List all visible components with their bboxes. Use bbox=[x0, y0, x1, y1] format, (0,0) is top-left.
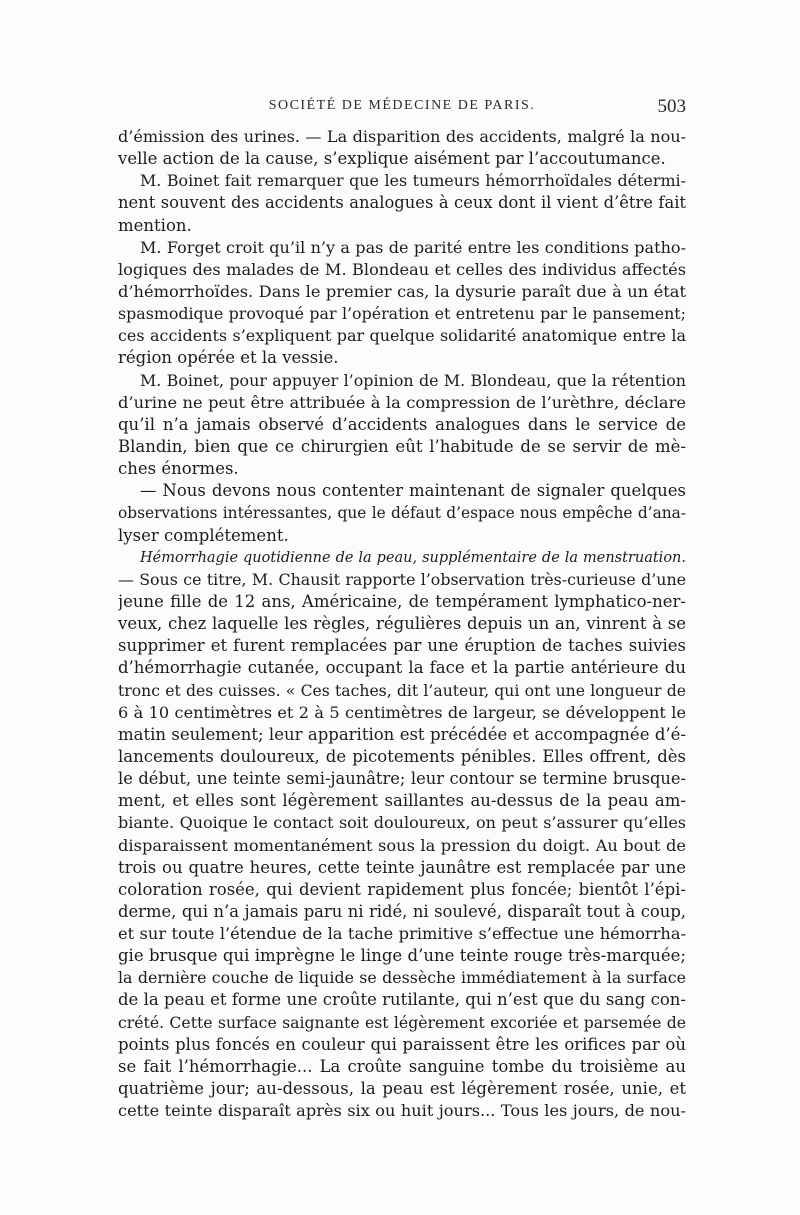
text-line: gie brusque qui imprègne le linge d’une teinte rouge très-marquée; bbox=[118, 946, 686, 966]
text-line: coloration rosée, qui devient rapidement plus foncée; bientôt l’épi- bbox=[118, 879, 686, 899]
text-line: de la peau et forme une croûte rutilante, qui n’est que du sang con- bbox=[118, 990, 686, 1010]
text-line: spasmodique provoqué par l’opération et entretenu par le pansement; bbox=[118, 304, 686, 324]
text-line: quatrième jour; au-dessous, la peau est légèrement rosée, unie, et bbox=[118, 1079, 686, 1099]
text-line: et sur toute l’étendue de la tache primitive s’effectue une hémorrha- bbox=[118, 924, 686, 944]
text-line: — Sous ce titre, M. Chausit rapporte l’observation très-curieuse d’une bbox=[118, 569, 686, 589]
text-line: la dernière couche de liquide se dessèche immédiatement à la surface bbox=[118, 968, 686, 988]
running-title: SOCIÉTÉ DE MÉDECINE DE PARIS. bbox=[268, 98, 536, 113]
text-line: biante. Quoique le contact soit douloureux, on peut s’assurer qu’elles bbox=[118, 813, 686, 833]
text-line: région opérée et la vessie. bbox=[118, 348, 339, 368]
text-line: lancements douloureux, de picotements pénibles. Elles offrent, dès bbox=[118, 746, 686, 766]
text-line: 6 à 10 centimètres et 2 à 5 centimètres de largeur, se développent le bbox=[118, 702, 686, 722]
text-line: qu’il n’a jamais observé d’accidents analogues dans le service de bbox=[118, 414, 686, 434]
section-heading: Hémorrhagie quotidienne de la peau, supplémentaire de la menstruation. bbox=[140, 549, 686, 566]
text-line: mention. bbox=[118, 215, 192, 235]
text-line: derme, qui n’a jamais paru ni ridé, ni soulevé, disparaît tout à coup, bbox=[118, 901, 686, 921]
text-line: velle action de la cause, s’explique aisément par l’accoutumance. bbox=[118, 149, 666, 169]
text-line: jeune fille de 12 ans, Américaine, de tempérament lymphatico-ner- bbox=[118, 591, 686, 611]
text-line: matin seulement; leur apparition est précédée et accompagnée d’é- bbox=[118, 724, 686, 744]
text-line: ches énormes. bbox=[118, 459, 239, 479]
text-line: observations intéressantes, que le défaut d’espace nous empêche d’ana- bbox=[118, 504, 686, 523]
text-line: d’émission des urines. — La disparition des accidents, malgré la nou- bbox=[118, 127, 686, 146]
text-line: se fait l’hémorrhagie... La croûte sanguine tombe du troisième au bbox=[118, 1056, 686, 1076]
text-line: supprimer et furent remplacées par une éruption de taches suivies bbox=[118, 636, 686, 656]
text-line: points plus foncés en couleur qui paraissent être les orifices par où bbox=[118, 1034, 686, 1054]
text-line: veux, chez laquelle les règles, régulières depuis un an, vinrent à se bbox=[118, 614, 686, 634]
text-line: ment, et elles sont légèrement saillantes au-dessus de la peau am- bbox=[118, 791, 686, 811]
running-header bbox=[118, 96, 686, 120]
text-line: crété. Cette surface saignante est légèrement excoriée et parsemée de bbox=[118, 1012, 686, 1032]
text-line: M. Boinet fait remarquer que les tumeurs hémorrhoïdales détermi- bbox=[140, 171, 686, 191]
text-line: tronc et des cuisses. « Ces taches, dit l’auteur, qui ont une longueur de bbox=[118, 680, 686, 700]
text-line: — Nous devons nous contenter maintenant de signaler quelques bbox=[140, 481, 686, 501]
text-line: d’hémorrhoïdes. Dans le premier cas, la dysurie paraît due à un état bbox=[118, 281, 686, 301]
page-number: 503 bbox=[657, 96, 686, 117]
text-line: cette teinte disparaît après six ou huit jours... Tous les jours, de nou- bbox=[118, 1101, 686, 1121]
text-line: disparaissent momentanément sous la pression du doigt. Au bout de bbox=[118, 835, 686, 855]
text-line: le début, une teinte semi-jaunâtre; leur contour se termine brusque- bbox=[118, 769, 686, 789]
text-line: trois ou quatre heures, cette teinte jaunâtre est remplacée par une bbox=[118, 857, 686, 877]
text-line: nent souvent des accidents analogues à ceux dont il vient d’être fait bbox=[118, 193, 686, 213]
text-line: Blandin, bien que ce chirurgien eût l’habitude de se servir de mè- bbox=[118, 436, 686, 456]
text-line: ces accidents s’expliquent par quelque solidarité anatomique entre la bbox=[118, 326, 686, 346]
text-line: d’urine ne peut être attribuée à la compression de l’urèthre, déclare bbox=[118, 392, 686, 412]
text-line: M. Forget croit qu’il n’y a pas de parité entre les conditions patho- bbox=[140, 237, 686, 257]
text-line: logiques des malades de M. Blondeau et celles des individus affectés bbox=[118, 259, 686, 279]
text-line: M. Boinet, pour appuyer l’opinion de M. Blondeau, que la rétention bbox=[140, 370, 686, 390]
body-text bbox=[118, 126, 686, 1122]
text-line: lyser complétement. bbox=[118, 525, 289, 545]
text-line: d’hémorrhagie cutanée, occupant la face et la partie antérieure du bbox=[118, 658, 686, 678]
